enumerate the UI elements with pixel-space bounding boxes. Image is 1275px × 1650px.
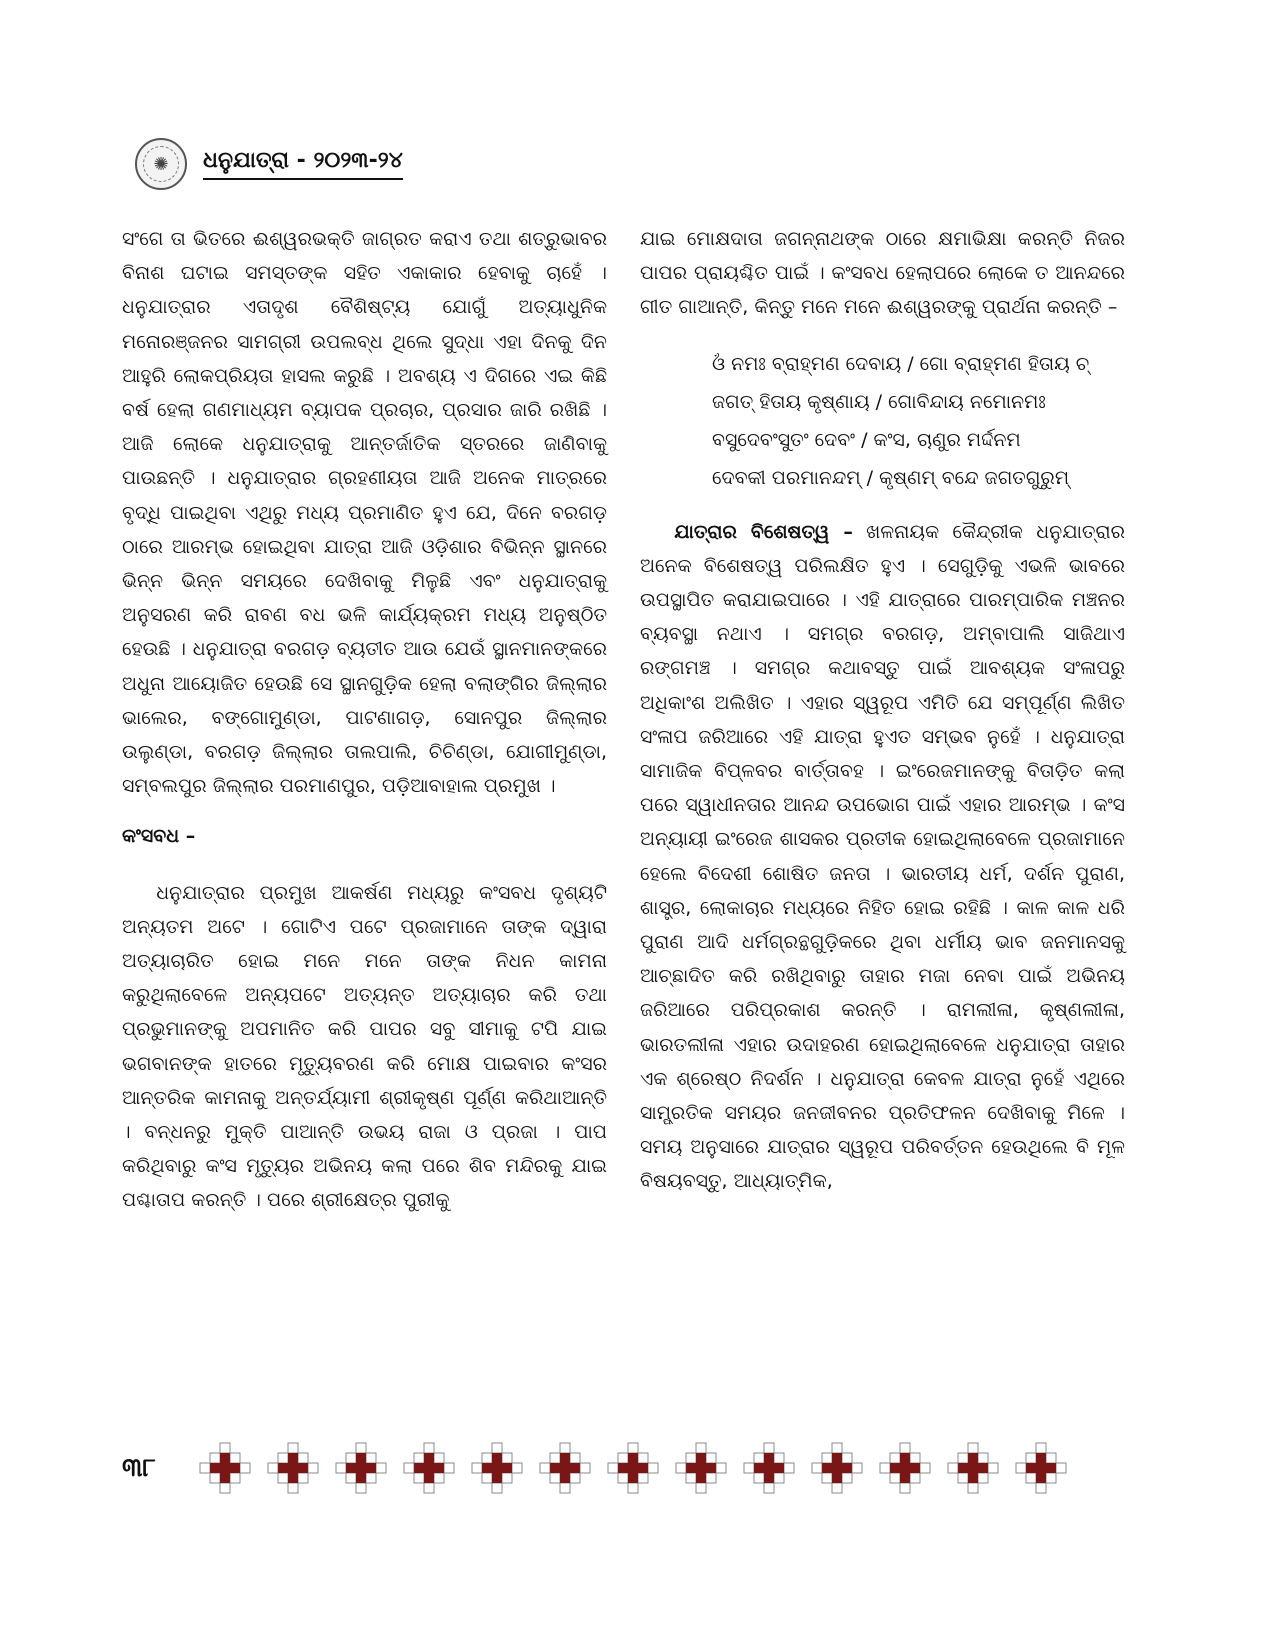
right-column	[640, 222, 1125, 1199]
cross-motif-icon	[605, 1440, 661, 1496]
emblem-seal-icon: ✺	[135, 138, 187, 190]
cross-motif-icon	[197, 1440, 253, 1496]
cross-motif-icon	[333, 1440, 389, 1496]
cross-motif-icon	[809, 1440, 865, 1496]
cross-motif-icon	[1013, 1440, 1069, 1496]
paragraph: ଯାଇ ମୋକ୍ଷଦାତା ଜଗନ୍ନାଥଙ୍କ ଠାରେ କ୍ଷମାଭିକ୍ଷା କରନ୍ତି ନିଜର ପାପର ପ୍ରାୟଶ୍ଚିତ ପାଇଁ । କଂସବଧ ହେଲାପରେ ଲୋକେ ତ ଆନନ୍ଦରେ ଗୀତ ଗାଆନ୍ତି, କିନ୍ତୁ ମନେ ମନେ ଈଶ୍ୱରଙ୍କୁ ପ୍ରାର୍ଥନା କରନ୍ତି –	[640, 228, 1125, 319]
verse-line: ଓଁ ନମଃ ବ୍ରାହ୍ମଣ ଦେବାୟ / ଗୋ ବ୍ରାହ୍ମଣ ହିତାୟ ଚ୍	[712, 352, 1090, 375]
cross-motif-icon	[469, 1440, 525, 1496]
verse-line: ଜଗତ୍ ହିତାୟ କୃଷ୍ଣାୟ / ଗୋବିନ୍ଦାୟ ନମୋନମଃ	[712, 390, 1046, 413]
paragraph-text: ଖଳନାୟକ କୈନ୍ଦ୍ରୀକ ଧନୁଯାତ୍ରାର ଅନେକ ବିଶେଷତ୍ୱ ପରିଲକ୍ଷିତ ହୁଏ । ସେଗୁଡ଼ିକୁ ଏଭଳି ଭାବରେ ଉପସ୍ଥାପିତ କରାଯାଇପାରେ । ଏହି ଯାତ୍ରାରେ ପାରମ୍ପାରିକ ମଞ୍ଚନର ବ୍ୟବସ୍ଥା ନଥାଏ । ସମଗ୍ର ବରଗଡ଼, ଅମ୍ବାପାଲି ସାଜିଥାଏ ରଙ୍ଗମଞ୍ଚ । ସମଗ୍ର କଥାବସ୍ତୁ ପାଇଁ ଆବଶ୍ୟକ ସଂଳାପରୁ ଅଧିକାଂଶ ଅଲିଖିତ । ଏହାର ସ୍ୱରୂପ ଏମିତି ଯେ ସମ୍ପୂର୍ଣ୍ଣ ଲିଖିତ ସଂଳାପ ଜରିଆରେ ଏହି ଯାତ୍ରା ହୁଏତ ସମ୍ଭବ ନୁହେଁ । ଧନୁଯାତ୍ରା ସାମାଜିକ ବିପ୍ଳବର ବାର୍ତ୍ତାବହ । ଇଂରେଜମାନଙ୍କୁ ବିତାଡ଼ିତ କଲା ପରେ ସ୍ୱାଧୀନତାର ଆନନ୍ଦ ଉପଭୋଗ ପାଇଁ ଏହାର ଆରମ୍ଭ । କଂସ ଅନ୍ୟାୟୀ ଇଂରେଜ ଶାସକର ପ୍ରତୀକ ହୋଇଥିଲାବେଳେ ପ୍ରଜାମାନେ ହେଲେ ବିଦେଶୀ ଶୋଷିତ ଜନତା । ଭାରତୀୟ ଧର୍ମ, ଦର୍ଶନ ପୁରାଣ, ଶାସ୍ତ୍ର, ଲୋକାଚାର ମଧ୍ୟରେ ନିହିତ ହୋଇ ରହିଛି । କାଳ କାଳ ଧରି ପୁରାଣ ଆଦି ଧର୍ମଗ୍ରନ୍ଥଗୁଡ଼ିକରେ ଥିବା ଧର୍ମୀୟ ଭାବ ଜନମାନସକୁ ଆଚ୍ଛାଦିତ କରି ରଖିଥିବାରୁ ତାହାର ମଜା ନେବା ପାଇଁ ଅଭିନୟ ଜରିଆରେ ପରିପ୍ରକାଶ କରନ୍ତି । ରାମଲୀଳା, କୃଷ୍ଣଲୀଳା, ଭାରତଲୀଳା ଏହାର ଉଦାହରଣ ହୋଇଥିଲାବେଳେ ଧନୁଯାତ୍ରା ତାହାର ଏକ ଶ୍ରେଷ୍ଠ ନିଦର୍ଶନ । ଧନୁଯାତ୍ରା କେବଳ ଯାତ୍ରା ନୁହେଁ ଏଥିରେ ସାମ୍ପ୍ରତିକ ସମୟର ଜନଜୀବନର ପ୍ରତିଫଳନ ଦେଖିବାକୁ ମିଳେ । ସମୟ ଅନୁସାରେ ଯାତ୍ରାର ସ୍ୱରୂପ ପରିବର୍ତ୍ତନ ହେଉଥିଲେ ବି ମୂଳ ବିଷୟବସ୍ତୁ, ଆଧ୍ୟାତ୍ମିକ,	[640, 520, 1125, 1193]
paragraph: ସଂଗେ ତା ଭିତରେ ଈଶ୍ୱରଭକ୍ତି ଜାଗ୍ରତ କରାଏ ତଥା ଶତ୍ରୁଭାବର ବିନାଶ ଘଟାଇ ସମସ୍ତଙ୍କ ସହିତ ଏକାକାର ହେବାକୁ ଚାହେଁ । ଧନୁଯାତ୍ରାର ଏତାଦୃଶ ବୈଶିଷ୍ଟ୍ୟ ଯୋଗୁଁ ଅତ୍ୟାଧୁନିକ ମନୋରଞ୍ଜନର ସାମଗ୍ରୀ ଉପଲବ୍ଧ ଥିଲେ ସୁଦ୍ଧା ଏହା ଦିନକୁ ଦିନ ଆହୁରି ଲୋକପ୍ରିୟତା ହାସଲ କରୁଛି । ଅବଶ୍ୟ ଏ ଦିଗରେ ଏଇ କିଛି ବର୍ଷ ହେଲା ଗଣମାଧ୍ୟମ ବ୍ୟାପକ ପ୍ରଚାର, ପ୍ରସାର ଜାରି ରଖିଛି । ଆଜି ଲୋକେ ଧନୁଯାତ୍ରାକୁ ଆନ୍ତର୍ଜାତିକ ସ୍ତରରେ ଜାଣିବାକୁ ପାଉଛନ୍ତି । ଧନୁଯାତ୍ରାର ଗ୍ରହଣୀୟତା ଆଜି ଅନେକ ମାତ୍ରରେ ବୃଦ୍ଧି ପାଇଥିବା ଏଥିରୁ ମଧ୍ୟ ପ୍ରମାଣିତ ହୁଏ ଯେ, ଦିନେ ବରଗଡ଼ ଠାରେ ଆରମ୍ଭ ହୋଇଥିବା ଯାତ୍ରା ଆଜି ଓଡ଼ିଶାର ବିଭିନ୍ନ ସ୍ଥାନରେ ଭିନ୍ନ ଭିନ୍ନ ସମୟରେ ଦେଖିବାକୁ ମିଳୁଛି ଏବଂ ଧନୁଯାତ୍ରାକୁ ଅନୁସରଣ କରି ରାବଣ ବଧ ଭଳି କାର୍ଯ୍ୟକ୍ରମ ମଧ୍ୟ ଅନୁଷ୍ଠିତ ହେଉଛି । ଧନୁଯାତ୍ରା ବରଗଡ଼ ବ୍ୟତୀତ ଆଉ ଯେଉଁ ସ୍ଥାନମାନଙ୍କରେ ଅଧୁନା ଆୟୋଜିତ ହେଉଛି ସେ ସ୍ଥାନଗୁଡ଼ିକ ହେଲା ବଲାଙ୍ଗିର ଜିଲ୍ଲାର ଭାଲେର, ବଙ୍ଗୋମୁଣ୍ଡା, ପାଟଣାଗଡ଼, ସୋନପୁର ଜିଲ୍ଲାର ଉଲୁଣ୍ଡା, ବରଗଡ଼ ଜିଲ୍ଲାର ତାଲପାଲି, ଚିଚିଣ୍ଡା, ଯୋଗୀମୁଣ୍ଡା, ସମ୍ବଲପୁର ଜିଲ୍ଲାର ପରମାଣପୁର, ପଡ଼ିଆବାହାଲ ପ୍ରମୁଖ ।	[122, 228, 607, 798]
cross-motif-icon	[401, 1440, 457, 1496]
cross-motif-icon	[265, 1440, 321, 1496]
cross-motif-icon	[673, 1440, 729, 1496]
verse-block	[640, 345, 1125, 497]
left-column	[122, 222, 607, 1218]
running-title: ଧନୁଯାତ୍ରା - ୨୦୨୩-୨୪	[203, 148, 403, 180]
paragraph: ଧନୁଯାତ୍ରାର ପ୍ରମୁଖ ଆକର୍ଷଣ ମଧ୍ୟରୁ କଂସବଧ ଦୃଶ୍ୟଟି ଅନ୍ୟତମ ଅଟେ । ଗୋଟିଏ ପଟେ ପ୍ରଜାମାନେ ତାଙ୍କ ଦ୍ୱାରା ଅତ୍ୟାଚାରିତ ହୋଇ ମନେ ମନେ ତାଙ୍କ ନିଧନ କାମନା କରୁଥିଲାବେଳେ ଅନ୍ୟପଟେ ଅତ୍ୟନ୍ତ ଅତ୍ୟାଚାର କରି ତଥା ପ୍ରଭୁମାନଙ୍କୁ ଅପମାନିତ କରି ପାପର ସବୁ ସୀମାକୁ ଟପି ଯାଇ ଭଗବାନଙ୍କ ହାତରେ ମୃତ୍ୟୁବରଣ କରି ମୋକ୍ଷ ପାଇବାର କଂସର ଆନ୍ତରିକ କାମନାକୁ ଅନ୍ତର୍ଯ୍ୟାମୀ ଶ୍ରୀକୃଷ୍ଣ ପୂର୍ଣ୍ଣ କରିଥାଆନ୍ତି । ବନ୍ଧନରୁ ମୁକ୍ତି ପାଆନ୍ତି ଉଭୟ ରାଜା ଓ ପ୍ରଜା । ପାପ କରିଥିବାରୁ କଂସ ମୃତ୍ୟୁର ଅଭିନୟ କଲା ପରେ ଶିବ ମନ୍ଦିରକୁ ଯାଇ ପଶ୍ଚାତାପ କରନ୍ତି । ପରେ ଶ୍ରୀକ୍ଷେତ୍ର ପୁରୀକୁ	[122, 881, 607, 1212]
verse-line: ବସୁଦେବଂସୁତଂ ଦେବଂ / କଂସ, ଚାଣୁର ମର୍ଦ୍ଦନମ	[712, 428, 1021, 451]
section-heading: କଂସବଧ –	[122, 825, 196, 848]
paragraph	[640, 515, 1125, 1199]
page-header	[135, 134, 403, 194]
page-footer	[122, 1440, 1069, 1496]
section-heading: ଯାତ୍ରାର ବିଶେଷତ୍ୱ –	[674, 520, 853, 543]
cross-motif-icon	[877, 1440, 933, 1496]
ornament-border	[197, 1440, 1069, 1496]
verse-line: ଦେବକୀ ପରମାନନ୍ଦମ୍ / କୃଷ୍ଣମ୍ ବନ୍ଦେ ଜଗତଗୁରୁମ୍	[712, 466, 1070, 489]
page-number: ୩୮	[122, 1452, 157, 1483]
cross-motif-icon	[741, 1440, 797, 1496]
cross-motif-icon	[945, 1440, 1001, 1496]
cross-motif-icon	[537, 1440, 593, 1496]
